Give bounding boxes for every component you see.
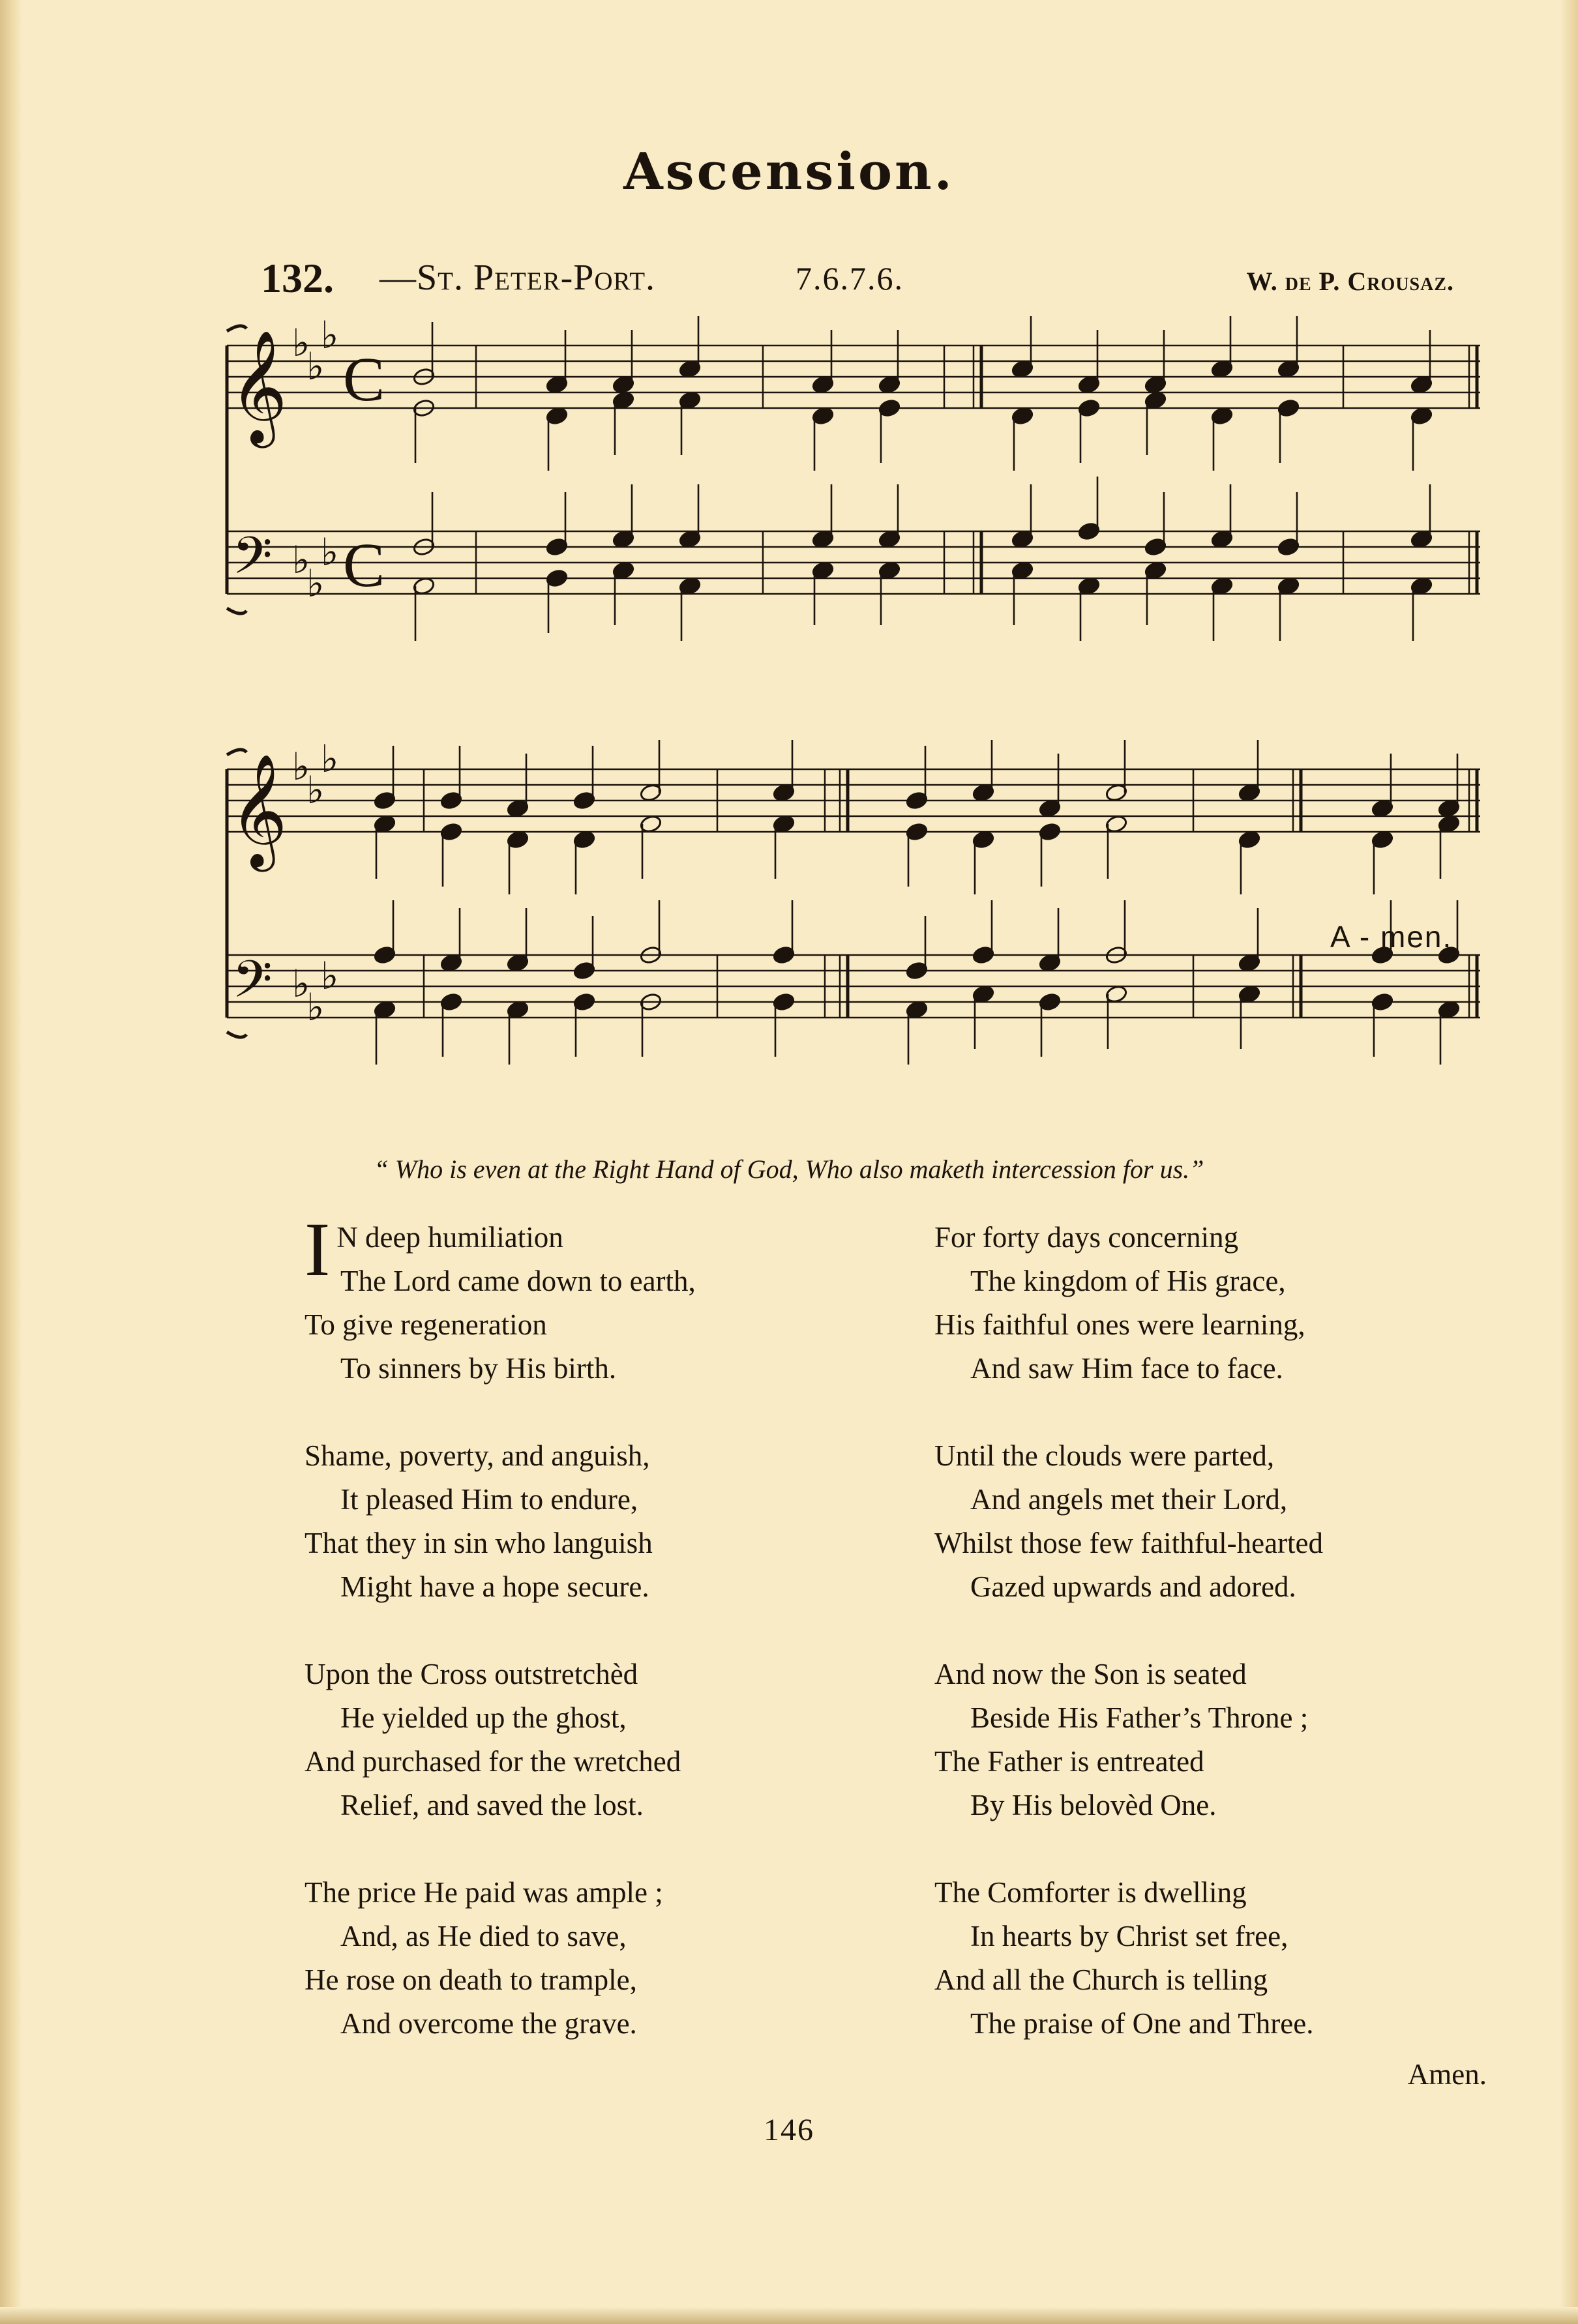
treble-clef: 𝄞 [230, 754, 288, 867]
verse-line: Whilst those few faithful-hearted [934, 1527, 1324, 1559]
verse-line: And purchased for the wretched [305, 1745, 681, 1778]
verses-left-column [305, 1207, 826, 2089]
time-signature: C [343, 344, 385, 414]
stanza [934, 1216, 1456, 1390]
stanza [305, 1207, 826, 1390]
verse-line: Relief, and saved the lost. [340, 1789, 644, 1821]
verse-line: The praise of One and Three. [970, 2007, 1314, 2040]
hymn-header [261, 254, 1454, 306]
hymn-meter: 7.6.7.6. [796, 260, 904, 297]
music-system-1 [215, 316, 1493, 662]
closing-amen: Amen. [1407, 2058, 1487, 2091]
treble-clef: 𝄞 [230, 330, 288, 443]
verse-line: To sinners by His birth. [340, 1352, 617, 1385]
composer-credit: W. de P. Crousaz. [1246, 267, 1454, 296]
verse-line: Shame, poverty, and anguish, [305, 1439, 650, 1472]
verse-line: It pleased Him to endure, [340, 1483, 638, 1516]
stanza [934, 1871, 1456, 2046]
verse-line: Gazed upwards and adored. [970, 1570, 1296, 1603]
bracket-curl [227, 608, 246, 613]
verse-line: He yielded up the ghost, [340, 1701, 627, 1734]
verse-line: The kingdom of His grace, [970, 1265, 1286, 1297]
flat-sign: ♭ [321, 740, 339, 781]
flat-sign: ♭ [292, 962, 310, 1006]
verse-line: To give regeneration [305, 1308, 547, 1341]
flat-sign: ♭ [306, 561, 325, 606]
flat-sign: ♭ [321, 530, 339, 574]
stanza [934, 1434, 1456, 1609]
stanza [305, 1434, 826, 1609]
verse-line: And, as He died to save, [340, 1920, 627, 1952]
flat-sign: ♭ [306, 985, 325, 1029]
verse-line: And now the Son is seated [934, 1658, 1247, 1690]
bass-clef: 𝄢 [232, 525, 273, 598]
verse-line: And overcome the grave. [340, 2007, 637, 2040]
bracket-curl [227, 1032, 246, 1037]
music-score [215, 740, 1493, 1085]
tune-name: —St. Peter-Port. [380, 257, 656, 298]
verse-line: In hearts by Christ set free, [970, 1920, 1288, 1952]
hymn-number: 132. [261, 255, 334, 301]
flat-sign: ♭ [292, 321, 310, 365]
flat-sign: ♭ [306, 768, 325, 812]
drop-cap: I [305, 1207, 331, 1292]
verse-line: That they in sin who languish [305, 1527, 653, 1559]
verse-line: The price He paid was ample ; [305, 1876, 663, 1909]
verses-right-column [934, 1216, 1456, 2089]
verse-line: Beside His Father’s Throne ; [970, 1701, 1309, 1734]
stanza [305, 1871, 826, 2046]
page-edge [0, 2307, 1578, 2324]
flat-sign: ♭ [321, 954, 339, 998]
verse-line: And angels met their Lord, [970, 1483, 1288, 1516]
time-signature: C [343, 530, 385, 600]
verse-line: Until the clouds were parted, [934, 1439, 1275, 1472]
verse-line: The Father is entreated [934, 1745, 1204, 1778]
page-number: 146 [764, 2113, 814, 2147]
verse-line: Upon the Cross outstretchèd [305, 1658, 638, 1690]
verse-line: By His belovèd One. [970, 1789, 1217, 1821]
amen-lyric: A - men. [1330, 920, 1453, 954]
music-score [215, 316, 1493, 662]
verse-line: Might have a hope secure. [340, 1570, 649, 1603]
stanza [934, 1653, 1456, 1827]
flat-sign: ♭ [321, 316, 339, 357]
flat-sign: ♭ [306, 344, 325, 389]
bass-clef: 𝄢 [232, 949, 273, 1022]
verse-line: For forty days concerning [934, 1221, 1239, 1254]
flat-sign: ♭ [292, 538, 310, 582]
stanza [305, 1653, 826, 1827]
flat-sign: ♭ [292, 744, 310, 789]
verse-line: The Comforter is dwelling [934, 1876, 1247, 1909]
verse-line: His faithful ones were learning, [934, 1308, 1305, 1341]
verse-line: The Lord came down to earth, [340, 1265, 696, 1297]
music-system-2 [215, 740, 1493, 1085]
page-title: Ascension. [623, 142, 955, 201]
verse-line: And saw Him face to face. [970, 1352, 1283, 1385]
scripture-epigraph: “ Who is even at the Right Hand of God, Who also maketh intercession for us.” [374, 1155, 1204, 1184]
verse-line: N deep humiliation [336, 1221, 563, 1254]
verse-line: He rose on death to trample, [305, 1964, 637, 1996]
verse-line: And all the Church is telling [934, 1964, 1268, 1996]
